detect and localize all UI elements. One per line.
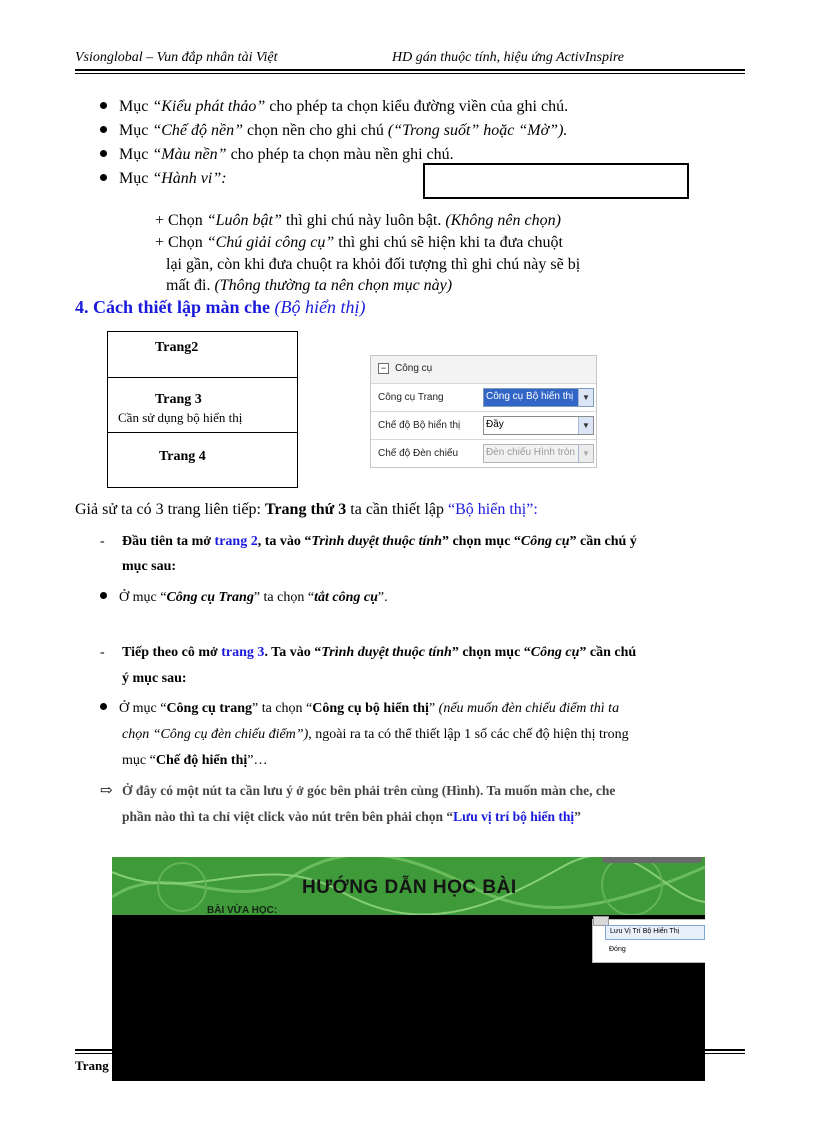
step2-bullet-line3: mục “Chế độ hiển thị”… [122,753,268,768]
arrow-right-icon: ⇨ [100,783,113,799]
step1-line2: mục sau: [122,559,177,574]
page-box-4 [107,432,298,488]
bullet-dot-icon [100,703,107,710]
bullet-dot-icon [100,174,107,181]
tool-row-page-tool [371,383,596,411]
menu-item-save-reveal[interactable]: Lưu Vị Trí Bộ Hiển Thị [605,925,705,940]
section-heading: 4. Cách thiết lập màn che (Bộ hiển thị) [75,297,366,317]
bullet-dot-icon [100,102,107,109]
empty-frame [423,163,689,199]
bullet-item: Mục “Hành vi”: [100,170,227,188]
page-label: Trang2 [155,340,199,355]
chevron-down-icon[interactable]: ▼ [578,445,593,462]
sub-item: mất đi. (Thông thường ta nên chọn mục này) [166,277,453,294]
dash-icon: - [100,645,105,660]
header-right: HD gán thuộc tính, hiệu ứng ActivInspire [392,50,624,65]
intro-line: Giả sử ta có 3 trang liên tiếp: Trang thứ 3 ta cần thiết lập “Bộ hiển thị”: [75,501,538,518]
embedded-screenshot [112,857,705,1081]
header-rule-thin [75,73,745,74]
tool-panel-title: Công cụ [395,363,433,374]
row-label: Chế độ Đèn chiếu [378,448,459,459]
step2-line: Tiếp theo cô mở trang 3. Ta vào “Trình duyệt thuộc tính” chọn mục “Công cụ” cần chú [122,645,637,660]
step1-line: Đầu tiên ta mở trang 2, ta vào “Trình duyệt thuộc tính” chọn mục “Công cụ” cần chú ý [122,534,637,549]
sub-item: lại gần, còn khi đưa chuột ra khỏi đối tượng thì ghi chú này sẽ bị [166,256,581,273]
bullet-item: Mục “Chế độ nền” chọn nền cho ghi chú (“Trong suốt” hoặc “Mờ”). [100,122,567,140]
banner-subtitle: BÀI VỪA HỌC: [207,905,278,916]
reveal-mode-select[interactable]: Đầy ▼ [483,416,594,435]
row-label: Chế độ Bộ hiển thị [378,420,461,431]
page-box-2 [107,331,298,378]
tool-row-reveal-mode [371,411,596,439]
step2-bullet: Ở mục “Công cụ trang” ta chọn “Công cụ bộ hiển thị” (nếu muốn đèn chiếu điểm thì ta [100,701,619,717]
bullet-dot-icon [100,592,107,599]
chevron-down-icon[interactable]: ▼ [578,389,593,406]
page-tool-select[interactable]: Công cụ Bộ hiển thị ▼ [483,388,594,407]
spotlight-mode-select[interactable]: Đèn chiếu Hình tròn ▼ [483,444,594,463]
tool-panel-header[interactable] [371,356,596,381]
chevron-down-icon[interactable]: ▼ [578,417,593,434]
row-label: Công cụ Trang [378,392,444,403]
header-rule [75,69,745,71]
banner-title: HƯỚNG DẪN HỌC BÀI [302,877,517,898]
sub-item: + Chọn “Luôn bật” thì ghi chú này luôn bật. (Không nên chọn) [155,212,561,229]
header-left: Vsionglobal – Vun đắp nhân tài Việt [75,50,278,65]
step2-line2: ý mục sau: [122,671,187,686]
footer-page-label: Trang [75,1058,109,1073]
bullet-dot-icon [100,126,107,133]
page-label: Trang 4 [159,449,206,464]
bullet-item: Mục “Màu nền” cho phép ta chọn màu nền ghi chú. [100,146,454,164]
step2-bullet-line2: chọn “Công cụ đèn chiếu điểm”), ngoài ra ta có thể thiết lập 1 số các chế độ hiện thị trong [122,727,629,742]
page-note: Cần sử dụng bộ hiển thị [118,410,243,425]
banner [112,857,705,915]
note-line1: Ở đây có một nút ta cần lưu ý ở góc bên phải trên cùng (Hình). Ta muốn màn che, che [122,783,616,798]
step1-bullet: Ở mục “Công cụ Trang” ta chọn “tắt công cụ”. [100,590,388,606]
tool-panel [370,355,597,468]
sub-item: + Chọn “Chú giải công cụ” thì ghi chú sẽ hiện khi ta đưa chuột [155,234,563,251]
tool-row-spotlight-mode [371,439,596,467]
window-tab [602,857,702,863]
page3-link: trang 3 [221,645,265,660]
note-line2: phần nào thì ta chỉ việt click vào nút trên bên phải chọn “Lưu vị trí bộ hiển thị” [122,809,581,824]
page-box-3 [107,376,298,433]
menu-item-close[interactable]: Đóng [609,946,626,953]
page-label: Trang 3 [155,392,202,407]
collapse-icon[interactable]: − [378,363,389,374]
bullet-dot-icon [100,150,107,157]
dash-icon: - [100,534,105,549]
bullet-item: Mục “Kiểu phát thảo” cho phép ta chọn kiểu đường viền của ghi chú. [100,98,568,116]
context-menu [592,919,705,963]
page2-link: trang 2 [214,534,258,549]
